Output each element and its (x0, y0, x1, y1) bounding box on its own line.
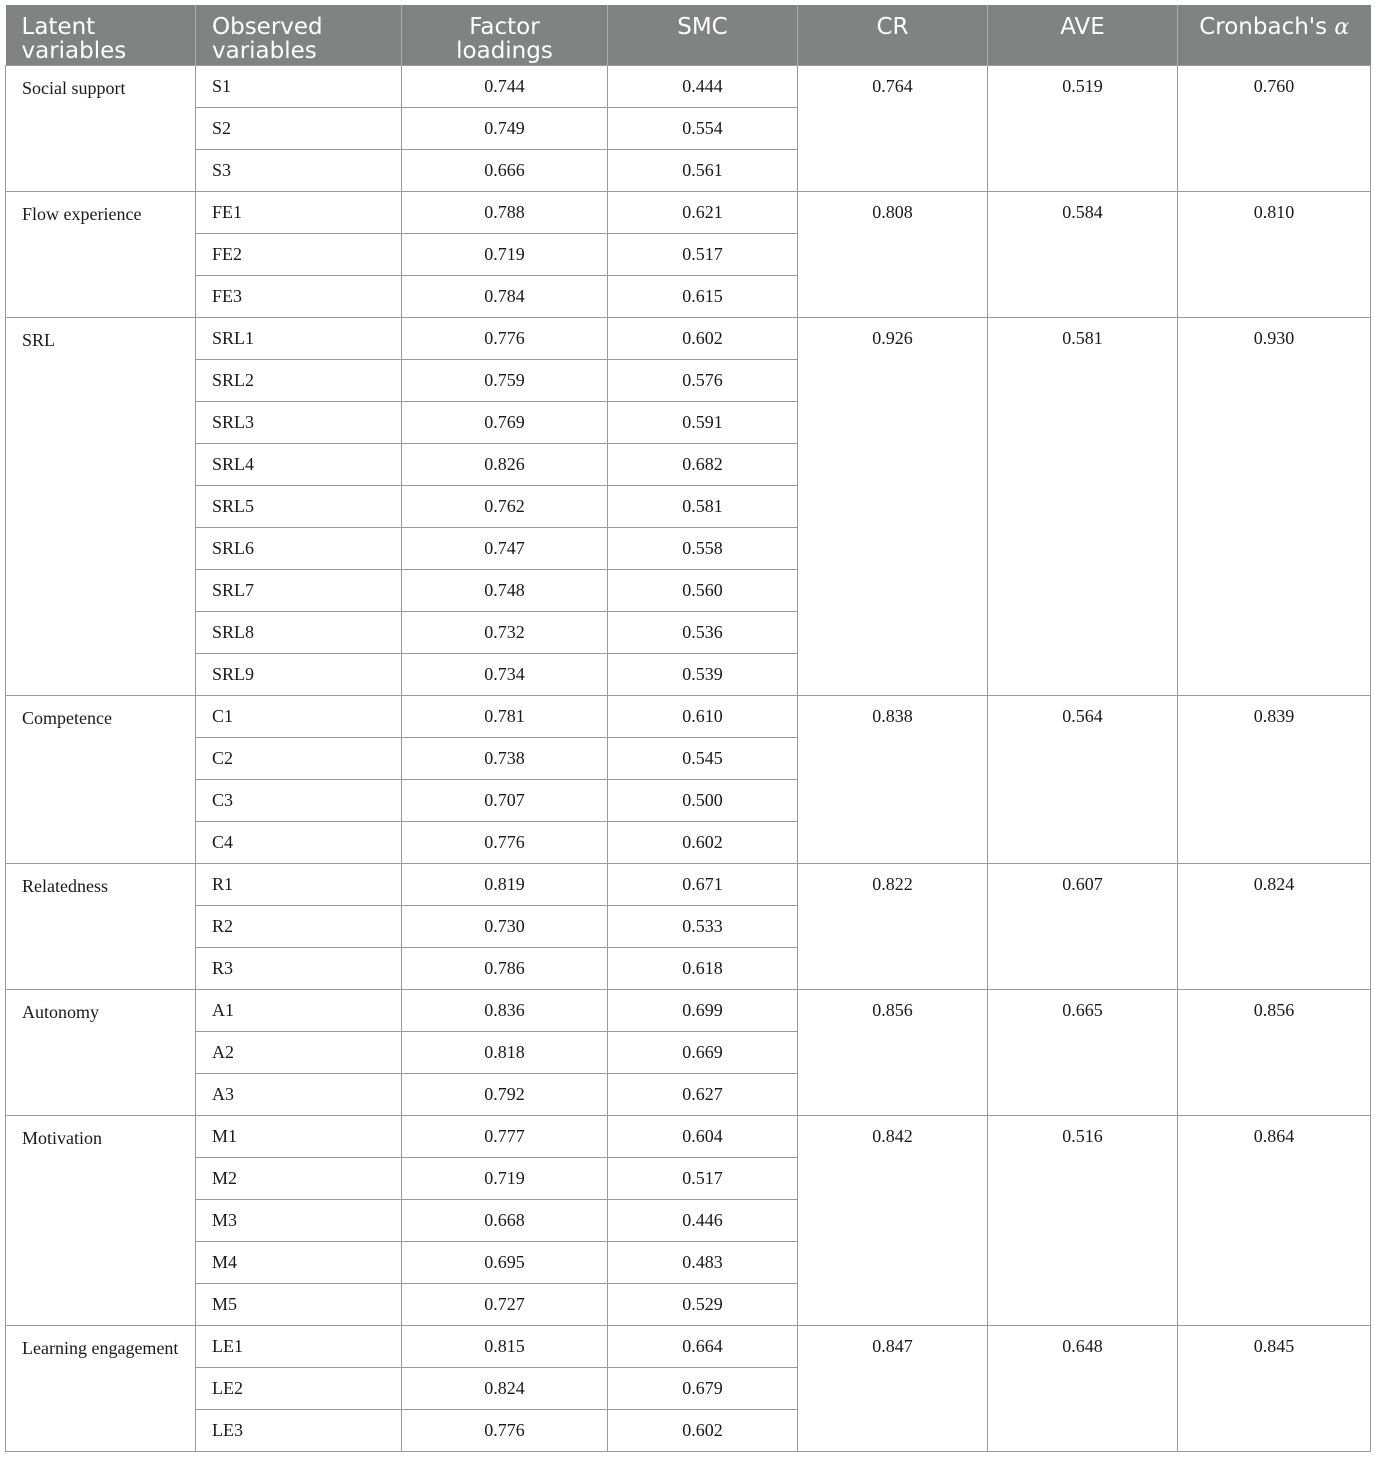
cronbachs-alpha-cell: 0.930 (1178, 317, 1371, 695)
header-smc: SMC (608, 5, 798, 65)
ave-cell: 0.516 (988, 1115, 1178, 1325)
observed-variable-cell: S2 (196, 107, 402, 149)
table-body (6, 65, 1371, 1451)
observed-variable-cell: C1 (196, 695, 402, 737)
latent-variable-cell: Learning engagement (6, 1325, 196, 1451)
observed-variable-cell: SRL2 (196, 359, 402, 401)
smc-cell: 0.615 (608, 275, 798, 317)
table-row (6, 695, 1371, 737)
factor-loading-cell: 0.824 (402, 1367, 608, 1409)
factor-loading-cell: 0.666 (402, 149, 608, 191)
smc-cell: 0.545 (608, 737, 798, 779)
smc-cell: 0.602 (608, 821, 798, 863)
smc-cell: 0.517 (608, 233, 798, 275)
factor-loading-cell: 0.776 (402, 821, 608, 863)
cr-cell: 0.926 (798, 317, 988, 695)
cr-cell: 0.847 (798, 1325, 988, 1451)
smc-cell: 0.444 (608, 65, 798, 107)
observed-variable-cell: A3 (196, 1073, 402, 1115)
factor-loading-cell: 0.732 (402, 611, 608, 653)
ave-cell: 0.607 (988, 863, 1178, 989)
ave-cell: 0.648 (988, 1325, 1178, 1451)
cr-cell: 0.838 (798, 695, 988, 863)
smc-cell: 0.664 (608, 1325, 798, 1367)
smc-cell: 0.621 (608, 191, 798, 233)
factor-loading-cell: 0.836 (402, 989, 608, 1031)
smc-cell: 0.699 (608, 989, 798, 1031)
header-ave: AVE (988, 5, 1178, 65)
factor-loading-cell: 0.777 (402, 1115, 608, 1157)
observed-variable-cell: C3 (196, 779, 402, 821)
smc-cell: 0.618 (608, 947, 798, 989)
cronbachs-alpha-cell: 0.864 (1178, 1115, 1371, 1325)
latent-variable-cell: Social support (6, 65, 196, 191)
observed-variable-cell: M3 (196, 1199, 402, 1241)
observed-variable-cell: R1 (196, 863, 402, 905)
table-header (6, 5, 1371, 65)
factor-loading-cell: 0.784 (402, 275, 608, 317)
smc-cell: 0.500 (608, 779, 798, 821)
cronbachs-alpha-cell: 0.839 (1178, 695, 1371, 863)
smc-cell: 0.602 (608, 317, 798, 359)
table-row (6, 989, 1371, 1031)
observed-variable-cell: R2 (196, 905, 402, 947)
cr-cell: 0.842 (798, 1115, 988, 1325)
observed-variable-cell: LE3 (196, 1409, 402, 1451)
smc-cell: 0.536 (608, 611, 798, 653)
factor-loading-cell: 0.769 (402, 401, 608, 443)
latent-variable-cell: Autonomy (6, 989, 196, 1115)
factor-loading-cell: 0.781 (402, 695, 608, 737)
factor-loading-cell: 0.818 (402, 1031, 608, 1073)
observed-variable-cell: R3 (196, 947, 402, 989)
observed-variable-cell: FE1 (196, 191, 402, 233)
observed-variable-cell: FE2 (196, 233, 402, 275)
table-row (6, 65, 1371, 107)
cr-cell: 0.808 (798, 191, 988, 317)
factor-loading-cell: 0.762 (402, 485, 608, 527)
observed-variable-cell: SRL1 (196, 317, 402, 359)
factor-loading-cell: 0.759 (402, 359, 608, 401)
ave-cell: 0.584 (988, 191, 1178, 317)
cr-cell: 0.856 (798, 989, 988, 1115)
observed-variable-cell: SRL8 (196, 611, 402, 653)
factor-loading-cell: 0.826 (402, 443, 608, 485)
cronbachs-alpha-cell: 0.824 (1178, 863, 1371, 989)
factor-loading-cell: 0.748 (402, 569, 608, 611)
header-alpha-prefix: Cronbach's (1199, 14, 1335, 40)
factor-loading-cell: 0.786 (402, 947, 608, 989)
measurement-model-table (5, 5, 1371, 1452)
smc-cell: 0.610 (608, 695, 798, 737)
factor-loading-cell: 0.788 (402, 191, 608, 233)
header-cronbachs-alpha (1178, 5, 1371, 65)
observed-variable-cell: M4 (196, 1241, 402, 1283)
table-row (6, 317, 1371, 359)
table-row (6, 1325, 1371, 1367)
factor-loading-cell: 0.776 (402, 1409, 608, 1451)
observed-variable-cell: SRL6 (196, 527, 402, 569)
factor-loading-cell: 0.744 (402, 65, 608, 107)
smc-cell: 0.604 (608, 1115, 798, 1157)
factor-loading-cell: 0.695 (402, 1241, 608, 1283)
smc-cell: 0.602 (608, 1409, 798, 1451)
factor-loading-cell: 0.668 (402, 1199, 608, 1241)
factor-loading-cell: 0.792 (402, 1073, 608, 1115)
table-row (6, 1115, 1371, 1157)
observed-variable-cell: A2 (196, 1031, 402, 1073)
observed-variable-cell: A1 (196, 989, 402, 1031)
header-row (6, 5, 1371, 65)
ave-cell: 0.581 (988, 317, 1178, 695)
factor-loading-cell: 0.749 (402, 107, 608, 149)
cronbachs-alpha-cell: 0.845 (1178, 1325, 1371, 1451)
observed-variable-cell: SRL3 (196, 401, 402, 443)
observed-variable-cell: C4 (196, 821, 402, 863)
header-alpha-symbol: α (1334, 15, 1350, 40)
smc-cell: 0.558 (608, 527, 798, 569)
observed-variable-cell: S1 (196, 65, 402, 107)
observed-variable-cell: SRL9 (196, 653, 402, 695)
smc-cell: 0.671 (608, 863, 798, 905)
header-latent-variables: Latent variables (6, 5, 196, 65)
observed-variable-cell: LE2 (196, 1367, 402, 1409)
smc-cell: 0.581 (608, 485, 798, 527)
observed-variable-cell: M1 (196, 1115, 402, 1157)
observed-variable-cell: M5 (196, 1283, 402, 1325)
cronbachs-alpha-cell: 0.760 (1178, 65, 1371, 191)
table-row (6, 863, 1371, 905)
latent-variable-cell: Relatedness (6, 863, 196, 989)
factor-loading-cell: 0.707 (402, 779, 608, 821)
cr-cell: 0.822 (798, 863, 988, 989)
header-cr: CR (798, 5, 988, 65)
latent-variable-cell: Competence (6, 695, 196, 863)
latent-variable-cell: Motivation (6, 1115, 196, 1325)
ave-cell: 0.665 (988, 989, 1178, 1115)
factor-loading-cell: 0.719 (402, 1157, 608, 1199)
factor-loading-cell: 0.730 (402, 905, 608, 947)
factor-loading-cell: 0.738 (402, 737, 608, 779)
observed-variable-cell: S3 (196, 149, 402, 191)
factor-loading-cell: 0.747 (402, 527, 608, 569)
cronbachs-alpha-cell: 0.856 (1178, 989, 1371, 1115)
smc-cell: 0.446 (608, 1199, 798, 1241)
smc-cell: 0.539 (608, 653, 798, 695)
factor-loading-cell: 0.719 (402, 233, 608, 275)
observed-variable-cell: FE3 (196, 275, 402, 317)
smc-cell: 0.533 (608, 905, 798, 947)
factor-loading-cell: 0.727 (402, 1283, 608, 1325)
cronbachs-alpha-cell: 0.810 (1178, 191, 1371, 317)
ave-cell: 0.564 (988, 695, 1178, 863)
smc-cell: 0.682 (608, 443, 798, 485)
smc-cell: 0.517 (608, 1157, 798, 1199)
smc-cell: 0.560 (608, 569, 798, 611)
observed-variable-cell: SRL4 (196, 443, 402, 485)
factor-loading-cell: 0.776 (402, 317, 608, 359)
latent-variable-cell: Flow experience (6, 191, 196, 317)
factor-loading-cell: 0.734 (402, 653, 608, 695)
header-factor-loadings: Factor loadings (402, 5, 608, 65)
observed-variable-cell: C2 (196, 737, 402, 779)
header-observed-variables: Observed variables (196, 5, 402, 65)
smc-cell: 0.529 (608, 1283, 798, 1325)
smc-cell: 0.576 (608, 359, 798, 401)
observed-variable-cell: LE1 (196, 1325, 402, 1367)
latent-variable-cell: SRL (6, 317, 196, 695)
observed-variable-cell: SRL5 (196, 485, 402, 527)
factor-loading-cell: 0.819 (402, 863, 608, 905)
ave-cell: 0.519 (988, 65, 1178, 191)
smc-cell: 0.679 (608, 1367, 798, 1409)
cr-cell: 0.764 (798, 65, 988, 191)
observed-variable-cell: M2 (196, 1157, 402, 1199)
smc-cell: 0.627 (608, 1073, 798, 1115)
smc-cell: 0.554 (608, 107, 798, 149)
factor-loading-cell: 0.815 (402, 1325, 608, 1367)
smc-cell: 0.591 (608, 401, 798, 443)
smc-cell: 0.561 (608, 149, 798, 191)
table-row (6, 191, 1371, 233)
smc-cell: 0.483 (608, 1241, 798, 1283)
smc-cell: 0.669 (608, 1031, 798, 1073)
observed-variable-cell: SRL7 (196, 569, 402, 611)
